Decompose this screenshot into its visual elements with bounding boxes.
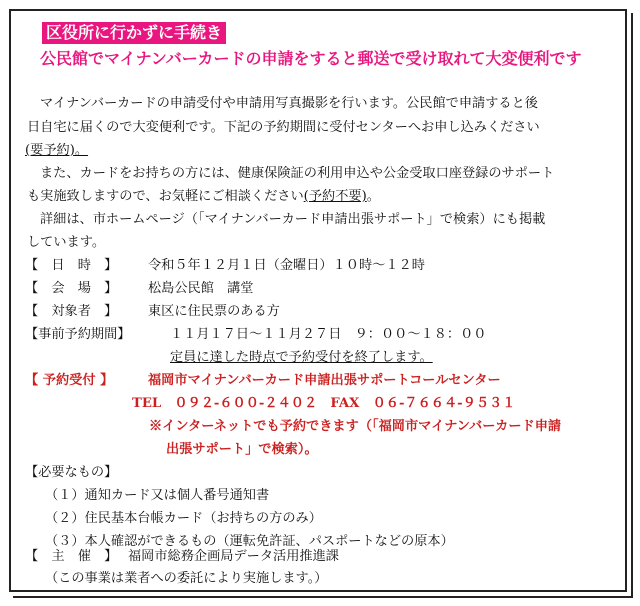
p1-line2: 日自宅に届くので大変便利です。下記の予約期間に受付センターへお申し込みください (27, 120, 540, 135)
p2-line1: また、カードをお持ちの方には、健康保険証の利用申込や公金受取口座登録のサポート (40, 166, 555, 181)
need-item-3: （３）本人確認ができるもの（運転免許証、パスポートなどの原本） (45, 534, 454, 549)
internet-line1: ※インターネットでも予約できます（「福岡市マイナンバーカード申請 (149, 419, 562, 434)
host-label: 【 主 催 】 (25, 549, 118, 564)
need-item-2: （２）住民基本台帳カード（お持ちの方のみ） (45, 511, 322, 526)
p3-line1: 詳細は、市ホームページ（「マイナンバーカード申請出張サポート」で検索）にも掲載 (40, 212, 546, 227)
p1-line3: (要予約)。 (25, 143, 89, 158)
p1-line1: マイナンバーカードの申請受付や申請用写真撮影を行います。公民館で申請すると後 (40, 96, 538, 111)
period-label: 【事前予約期間】 (25, 327, 131, 342)
reserve-phone: TEL ０９２-６００-２４０２ FAX ０６-７６６４-９５３１ (132, 396, 516, 411)
needs-label: 【必要なもの】 (25, 465, 118, 480)
venue-value: 松島公民館 講堂 (148, 281, 254, 296)
reserve-center: 福岡市マイナンバーカード申請出張サポートコールセンター (148, 373, 501, 388)
target-value: 東区に住民票のある方 (148, 304, 280, 319)
period-note: 定員に達した時点で予約受付を終了します。 (170, 350, 433, 365)
host-value: 福岡市総務企画局データ活用推進課 (128, 549, 339, 564)
heading-badge: 区役所に行かずに手続き (42, 22, 226, 44)
target-label: 【 対象者 】 (25, 304, 118, 319)
subheading: 公民館でマイナンバーカードの申請をすると郵送で受け取れて大変便利です (40, 49, 582, 68)
reserve-label: 【 予約受付 】 (25, 373, 114, 388)
date-label: 【 日 時 】 (25, 258, 118, 273)
p3-line2: しています。 (27, 235, 106, 250)
internet-line2: 出張サポート」で検索）。 (166, 442, 318, 457)
period-value: １１月１７日〜１１月２７日 ９：００〜１８：００ (170, 327, 487, 342)
date-value: 令和５年１２月１日（金曜日）１０時〜１２時 (148, 258, 425, 273)
need-item-1: （１）通知カード又は個人番号通知書 (45, 488, 270, 503)
p2-line2: も実施致しますので、お気軽にご相談ください(予約不要)。 (27, 189, 380, 204)
host-note: （この事業は業者への委託により実施します。） (45, 571, 328, 586)
venue-label: 【 会 場 】 (25, 281, 118, 296)
